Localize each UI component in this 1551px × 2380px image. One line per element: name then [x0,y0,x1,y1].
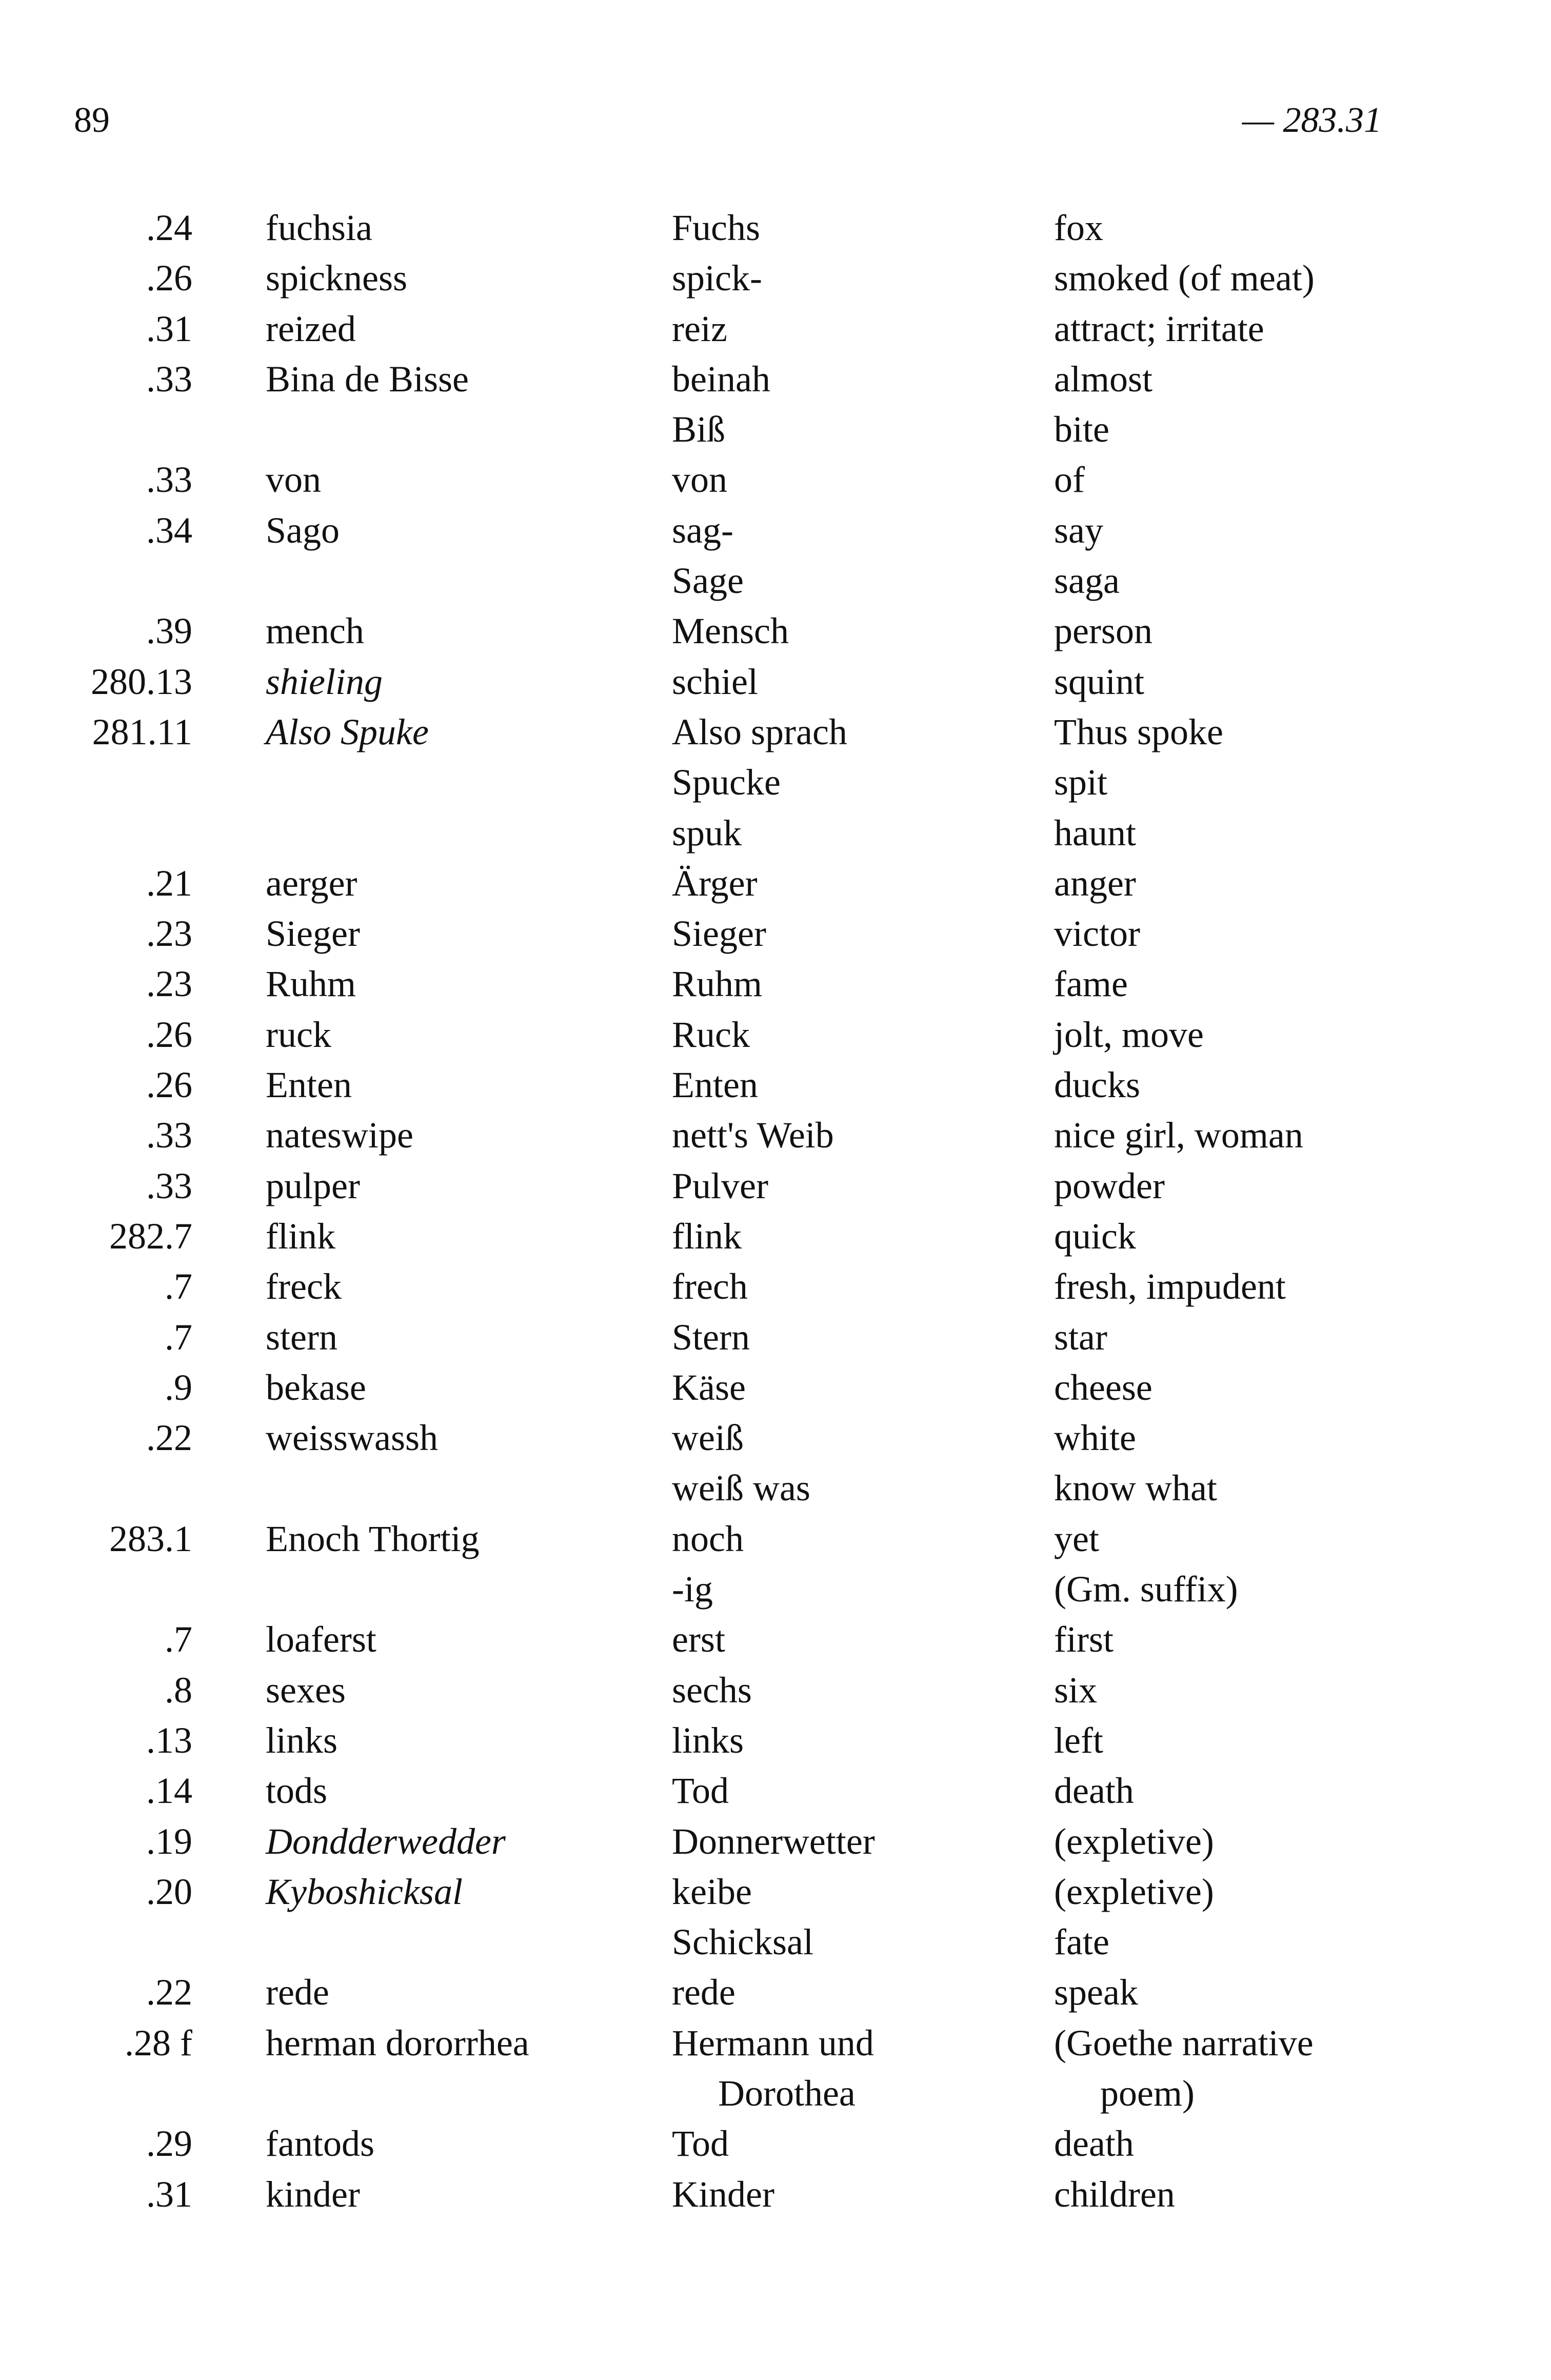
english-cell: person [1054,610,1152,652]
table-row [51,1514,1385,1564]
german-cell: Fuchs [672,207,761,248]
word-cell: fuchsia [266,207,372,248]
english-cell: bite [1054,409,1109,450]
english-cell: first [1054,1619,1113,1660]
word-cell: reized [266,308,356,349]
ref-cell: .31 [146,2173,192,2215]
english-cell: six [1054,1669,1098,1711]
table-row [51,556,1385,606]
table-row [51,1614,1385,1664]
table-row [51,203,1385,253]
ref-cell: .28 f [125,2022,192,2064]
german-cell: spuk [672,812,742,854]
english-cell: (expletive) [1054,1820,1214,1862]
word-cell: Enten [266,1064,352,1106]
ref-cell: 283.1 [109,1518,192,1559]
word-cell: aerger [266,862,357,904]
table-row [51,1867,1385,1917]
german-cell: erst [672,1619,725,1660]
german-cell: Käse [672,1366,746,1408]
word-cell: Enoch Thortig [266,1518,480,1559]
english-cell: yet [1054,1518,1099,1559]
english-cell: speak [1054,1972,1138,2013]
german-cell: Spucke [672,762,781,803]
word-cell: Sago [266,509,340,551]
ref-cell: .33 [146,1165,192,1206]
word-cell: freck [266,1266,342,1307]
word-cell: Sieger [266,913,360,955]
word-cell: stern [266,1316,337,1358]
german-cell: weiß was [672,1467,810,1509]
table-row [51,1766,1385,1816]
german-cell: Pulver [672,1165,768,1206]
table-row [51,1463,1385,1513]
word-cell: bekase [266,1366,366,1408]
ref-cell: .14 [146,1770,192,1812]
english-cell: left [1054,1719,1103,1761]
table-row [51,1211,1385,1261]
table-row [51,404,1385,454]
german-cell: Tod [672,1770,729,1812]
ref-cell: .23 [146,963,192,1005]
table-row [51,858,1385,908]
english-cell: death [1054,2123,1134,2165]
word-cell: tods [266,1770,328,1812]
ref-cell: .13 [146,1719,192,1761]
german-cell: spick- [672,257,762,299]
ref-cell: .8 [165,1669,192,1711]
english-cell: quick [1054,1215,1136,1257]
german-cell: frech [672,1266,748,1307]
word-cell: kinder [266,2173,360,2215]
english-cell: Thus spoke [1054,711,1223,752]
german-cell: Ärger [672,862,758,904]
table-row [51,757,1385,807]
german-cell: Schicksal [672,1921,813,1963]
english-cell: know what [1054,1467,1217,1509]
ref-cell: .23 [146,913,192,955]
english-cell: victor [1054,913,1140,955]
german-cell: links [672,1719,744,1761]
ref-cell: .26 [146,257,192,299]
ref-cell: .21 [146,862,192,904]
table-row [51,1009,1385,1060]
german-cell: -ig [672,1569,713,1610]
running-head: — 283.31 [1242,101,1382,140]
english-cell: of [1054,459,1085,501]
table-row [51,707,1385,757]
english-cell: spit [1054,762,1108,803]
word-cell: Ruhm [266,963,356,1005]
table-row [51,1816,1385,1867]
table-row [51,2018,1385,2068]
ref-cell: .34 [146,509,192,551]
table-row [51,354,1385,404]
ref-cell: .9 [165,1366,192,1408]
english-cell: (Gm. suffix) [1054,1569,1238,1610]
english-cell: haunt [1054,812,1136,854]
german-cell: Also sprach [672,711,847,752]
word-cell: shieling [266,661,383,702]
table-row [51,1665,1385,1715]
ref-cell: .26 [146,1064,192,1106]
word-cell: spickness [266,257,407,299]
english-cell: (expletive) [1054,1871,1214,1912]
german-cell: Biß [672,409,726,450]
ref-cell: .22 [146,1972,192,2013]
page-number: 89 [74,101,110,140]
german-cell: Sieger [672,913,766,955]
word-cell: herman dororrhea [266,2022,529,2064]
german-cell: noch [672,1518,744,1559]
ref-cell: .19 [146,1820,192,1862]
word-cell: ruck [266,1014,331,1055]
ref-cell: .7 [165,1266,192,1307]
word-cell: links [266,1719,338,1761]
gloss-table [51,203,1385,2219]
german-cell: rede [672,1972,735,2013]
ref-cell: .33 [146,358,192,400]
ref-cell: .7 [165,1316,192,1358]
ref-cell: .22 [146,1417,192,1459]
german-cell: Donnerwetter [672,1820,875,1862]
english-cell: fox [1054,207,1103,248]
ref-cell: .26 [146,1014,192,1055]
english-cell: squint [1054,661,1145,702]
table-row [51,1564,1385,1614]
table-row [51,505,1385,556]
ref-cell: .24 [146,207,192,248]
word-cell: pulper [266,1165,360,1206]
german-cell: Hermann und [672,2022,874,2064]
word-cell: fantods [266,2123,374,2165]
german-cell: Enten [672,1064,758,1106]
table-row [51,808,1385,858]
german-cell: beinah [672,358,770,400]
table-row [51,606,1385,656]
table-row [51,1161,1385,1211]
english-cell: white [1054,1417,1136,1459]
ref-cell: .20 [146,1871,192,1912]
ref-cell: 281.11 [92,711,192,752]
table-row [51,1060,1385,1110]
table-row [51,657,1385,707]
word-cell: von [266,459,321,501]
english-cell: nice girl, woman [1054,1115,1303,1156]
english-cell: ducks [1054,1064,1140,1106]
word-cell: Also Spuke [266,711,429,752]
german-cell: Ruck [672,1014,750,1055]
english-cell: cheese [1054,1366,1152,1408]
table-row [51,2068,1385,2118]
english-cell: saga [1054,560,1120,602]
german-cell: von [672,459,727,501]
table-row [51,2169,1385,2219]
table-row [51,1413,1385,1463]
english-cell: say [1054,509,1103,551]
german-cell: reiz [672,308,727,349]
word-cell: loaferst [266,1619,376,1660]
english-cell: poem) [1100,2072,1195,2114]
ref-cell: .39 [146,610,192,652]
table-row [51,1110,1385,1160]
german-cell: Dorothea [718,2072,856,2114]
german-cell: sag- [672,509,733,551]
ref-cell: 282.7 [109,1215,192,1257]
table-row [51,454,1385,505]
table-row [51,1967,1385,2017]
table-row [51,253,1385,303]
table-row [51,1312,1385,1362]
table-row [51,1917,1385,1967]
english-cell: smoked (of meat) [1054,257,1315,299]
english-cell: powder [1054,1165,1165,1206]
german-cell: Ruhm [672,963,763,1005]
german-cell: Kinder [672,2173,774,2215]
table-row [51,959,1385,1009]
table-row [51,908,1385,959]
table-row [51,1362,1385,1413]
german-cell: schiel [672,661,758,702]
word-cell: Bina de Bisse [266,358,469,400]
english-cell: almost [1054,358,1152,400]
ref-cell: .33 [146,459,192,501]
english-cell: fame [1054,963,1128,1005]
ref-cell: .29 [146,2123,192,2165]
english-cell: jolt, move [1054,1014,1204,1055]
german-cell: sechs [672,1669,752,1711]
table-row [51,1261,1385,1312]
word-cell: Kyboshicksal [266,1871,463,1912]
english-cell: star [1054,1316,1107,1358]
word-cell: flink [266,1215,335,1257]
german-cell: keibe [672,1871,752,1912]
ref-cell: .33 [146,1115,192,1156]
german-cell: Tod [672,2123,729,2165]
german-cell: Mensch [672,610,789,652]
word-cell: nateswipe [266,1115,413,1156]
english-cell: attract; irritate [1054,308,1264,349]
word-cell: Dondderwedder [266,1820,506,1862]
word-cell: weisswassh [266,1417,438,1459]
word-cell: sexes [266,1669,346,1711]
english-cell: (Goethe narrative [1054,2022,1314,2064]
english-cell: death [1054,1770,1134,1812]
word-cell: rede [266,1972,329,2013]
german-cell: weiß [672,1417,744,1459]
ref-cell: .31 [146,308,192,349]
english-cell: anger [1054,862,1136,904]
ref-cell: 280.13 [91,661,192,702]
english-cell: fresh, impudent [1054,1266,1286,1307]
german-cell: Sage [672,560,744,602]
german-cell: nett's Weib [672,1115,834,1156]
table-row [51,2118,1385,2169]
english-cell: fate [1054,1921,1109,1963]
german-cell: flink [672,1215,742,1257]
german-cell: Stern [672,1316,750,1358]
table-row [51,1715,1385,1766]
word-cell: mench [266,610,364,652]
english-cell: children [1054,2173,1175,2215]
ref-cell: .7 [165,1619,192,1660]
table-row [51,304,1385,354]
